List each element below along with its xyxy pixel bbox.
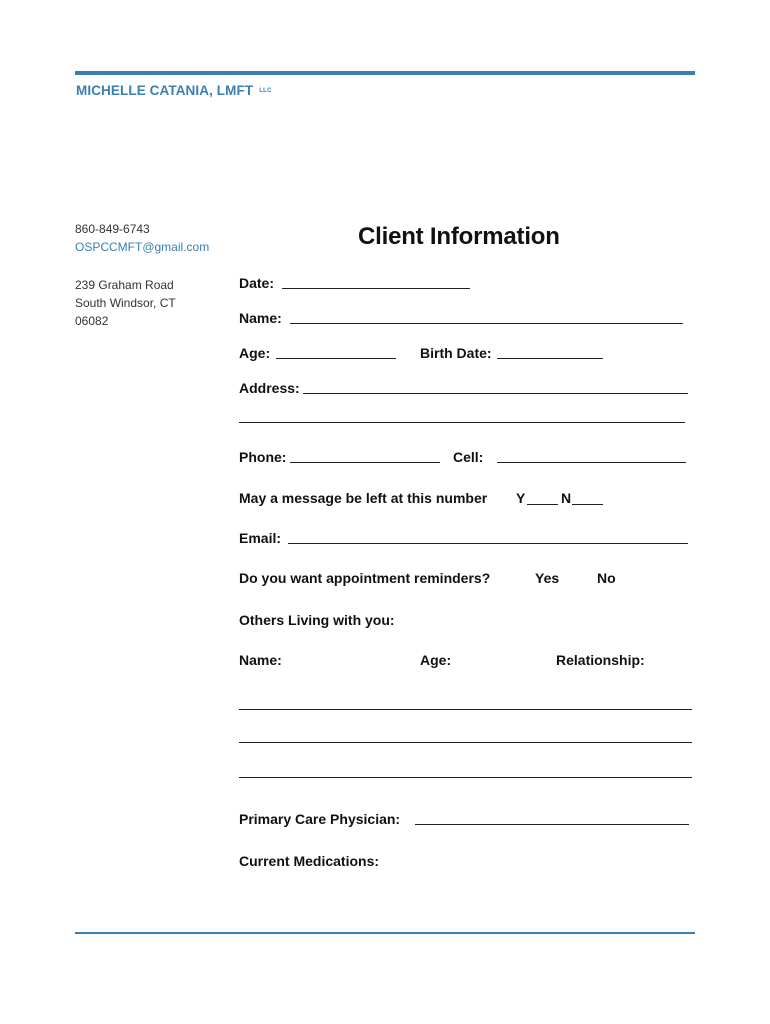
brand-name-text: MICHELLE CATANIA, LMFT — [76, 83, 254, 98]
cell-field[interactable] — [497, 462, 686, 463]
contact-address-line2: South Windsor, CT — [75, 296, 176, 310]
contact-email[interactable]: OSPCCMFT@gmail.com — [75, 240, 210, 254]
others-row-1-field[interactable] — [239, 709, 692, 710]
name-field[interactable] — [290, 323, 683, 324]
contact-address-line1: 239 Graham Road — [75, 278, 174, 292]
others-col-age: Age: — [420, 652, 452, 668]
cell-label: Cell: — [453, 449, 484, 465]
date-label: Date: — [239, 275, 275, 291]
message-question: May a message be left at this number — [239, 490, 488, 506]
brand-name — [76, 83, 272, 98]
form-title: Client Information — [358, 223, 560, 250]
date-field[interactable] — [282, 288, 470, 289]
message-yes-field[interactable] — [527, 504, 558, 505]
name-label: Name: — [239, 310, 282, 326]
reminders-yes-option[interactable]: Yes — [535, 570, 560, 586]
physician-label: Primary Care Physician: — [239, 811, 401, 827]
others-col-relationship: Relationship: — [556, 652, 645, 668]
others-heading: Others Living with you: — [239, 612, 395, 628]
contact-address-line3: 06082 — [75, 314, 109, 328]
email-label: Email: — [239, 530, 282, 546]
others-row-3-field[interactable] — [239, 777, 692, 778]
birth-date-label: Birth Date: — [420, 345, 492, 361]
message-no-field[interactable] — [572, 504, 603, 505]
phone-field[interactable] — [290, 462, 440, 463]
physician-field[interactable] — [415, 824, 689, 825]
message-yes-label: Y — [516, 490, 526, 506]
reminders-no-option[interactable]: No — [597, 570, 616, 586]
address-label: Address: — [239, 380, 300, 396]
brand-suffix: LLC — [259, 88, 272, 95]
age-label: Age: — [239, 345, 271, 361]
address-field-line1[interactable] — [303, 393, 688, 394]
age-field[interactable] — [276, 358, 396, 359]
address-field-line2[interactable] — [239, 422, 685, 423]
others-col-name: Name: — [239, 652, 282, 668]
others-row-2-field[interactable] — [239, 742, 692, 743]
header-rule — [75, 71, 695, 75]
birth-date-field[interactable] — [497, 358, 603, 359]
reminders-question: Do you want appointment reminders? — [239, 570, 491, 586]
contact-phone: 860-849-6743 — [75, 222, 150, 236]
phone-label: Phone: — [239, 449, 287, 465]
message-no-label: N — [561, 490, 572, 506]
footer-rule — [75, 932, 695, 934]
medications-label: Current Medications: — [239, 853, 380, 869]
email-field[interactable] — [288, 543, 688, 544]
